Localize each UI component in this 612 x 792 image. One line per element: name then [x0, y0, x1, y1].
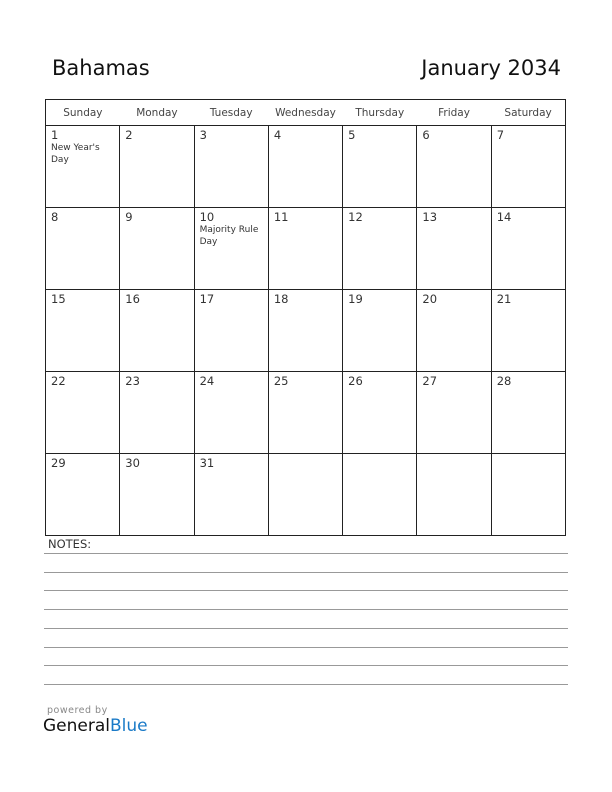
weekday-header-tuesday: Tuesday [194, 100, 268, 126]
day-number: 30 [125, 456, 140, 470]
notes-label: NOTES: [48, 537, 92, 551]
brand-general: General [43, 716, 110, 736]
day-number: 16 [125, 292, 140, 306]
month-title: January 2034 [421, 56, 561, 80]
day-number: 15 [51, 292, 66, 306]
weekday-header-saturday: Saturday [491, 100, 565, 126]
day-number: 23 [125, 374, 140, 388]
day-number: 10 [199, 210, 215, 224]
day-cell [46, 208, 120, 290]
weekday-header-friday: Friday [417, 100, 491, 126]
empty-cell [268, 454, 342, 536]
day-cell [194, 454, 268, 536]
generalblue-logo [43, 716, 148, 736]
week-row [46, 290, 566, 372]
holiday-label: Majority Rule Day [199, 225, 259, 247]
day-cell [120, 208, 194, 290]
day-cell [194, 290, 268, 372]
day-cell [417, 372, 491, 454]
day-number: 21 [496, 292, 512, 306]
day-number: 14 [496, 210, 512, 224]
day-cell [46, 372, 120, 454]
notes-line [44, 684, 568, 685]
empty-cell [343, 454, 417, 536]
week-row [46, 372, 566, 454]
notes-line [44, 609, 568, 610]
day-cell [491, 372, 565, 454]
day-cell [268, 208, 342, 290]
day-number: 11 [273, 210, 289, 224]
day-cell [194, 126, 268, 208]
empty-cell [417, 454, 491, 536]
day-cell [46, 126, 120, 208]
day-cell [491, 290, 565, 372]
day-number: 1 [51, 128, 59, 142]
day-number: 6 [422, 128, 430, 142]
day-cell [120, 372, 194, 454]
brand-blue: Blue [110, 716, 148, 736]
day-number: 17 [199, 292, 215, 306]
day-number: 18 [273, 292, 289, 306]
weekday-header-wednesday: Wednesday [268, 100, 342, 126]
day-cell [268, 290, 342, 372]
day-number: 26 [348, 374, 363, 388]
day-cell [120, 454, 194, 536]
notes-line [44, 647, 568, 648]
powered-by-text: powered by [47, 705, 108, 716]
day-cell [343, 372, 417, 454]
day-number: 2 [125, 128, 133, 142]
day-cell [491, 126, 565, 208]
day-cell [120, 126, 194, 208]
notes-line [44, 628, 568, 629]
calendar-grid [45, 99, 566, 536]
day-cell [343, 208, 417, 290]
country-title: Bahamas [52, 56, 150, 80]
day-number: 25 [273, 374, 289, 388]
day-cell [46, 454, 120, 536]
notes-line [44, 553, 568, 554]
day-cell [268, 372, 342, 454]
day-cell [417, 290, 491, 372]
day-cell [343, 290, 417, 372]
day-cell [194, 208, 268, 290]
week-row [46, 126, 566, 208]
day-number: 31 [199, 456, 215, 470]
day-cell [120, 290, 194, 372]
day-cell [491, 208, 565, 290]
day-cell [417, 208, 491, 290]
day-number: 20 [422, 292, 438, 306]
day-number: 27 [422, 374, 438, 388]
notes-line [44, 572, 568, 573]
day-number: 28 [496, 374, 512, 388]
day-number: 29 [51, 456, 66, 470]
weekday-header-monday: Monday [120, 100, 194, 126]
day-number: 12 [348, 210, 363, 224]
holiday-label: New Year's Day [51, 143, 100, 165]
day-number: 5 [348, 128, 356, 142]
day-cell [417, 126, 491, 208]
day-cell [343, 126, 417, 208]
day-number: 19 [348, 292, 363, 306]
weekday-header-thursday: Thursday [343, 100, 417, 126]
day-number: 22 [51, 374, 66, 388]
day-number: 24 [199, 374, 215, 388]
notes-line [44, 590, 568, 591]
day-number: 3 [199, 128, 207, 142]
empty-cell [491, 454, 565, 536]
weekday-header-row [46, 100, 566, 126]
notes-line [44, 665, 568, 666]
day-number: 13 [422, 210, 438, 224]
day-number: 9 [125, 210, 133, 224]
day-number: 4 [273, 128, 282, 142]
day-number: 8 [51, 210, 59, 224]
day-cell [194, 372, 268, 454]
weekday-header-sunday: Sunday [46, 100, 120, 126]
day-cell [268, 126, 342, 208]
day-number: 7 [496, 128, 505, 142]
day-cell [46, 290, 120, 372]
week-row [46, 208, 566, 290]
week-row [46, 454, 566, 536]
